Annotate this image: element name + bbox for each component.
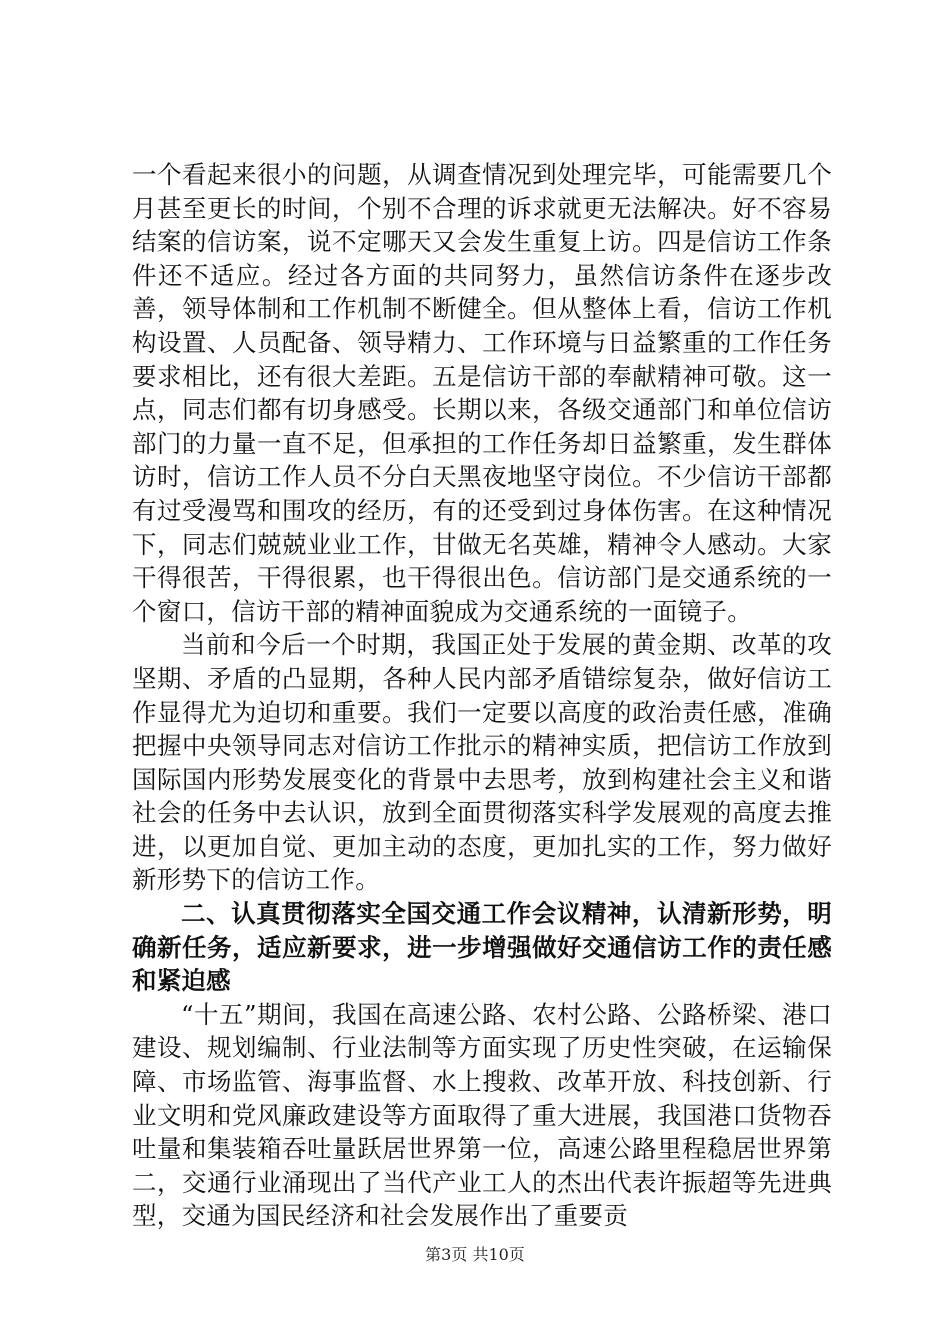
paragraph-fifteenth-plan: “十五”期间，我国在高速公路、农村公路、公路桥梁、港口建设、规划编制、行业法制等方面实现了历史性突破，在运输保障、市场监管、海事监督、水上搜救、改革开放、科技创新、行业文明和党风廉政建设等方面取得了重大进展，我国港口货物吞吐量和集装箱吞吐量跃居世界第一位，高速公路里程稳居世界第二，交通行业涌现出了当代产业工人的杰出代表许振超等先进典型，交通为国民经济和社会发展作出了重要贡 <box>132 999 832 1231</box>
document-body <box>132 158 832 1233</box>
section-heading-two: 二、认真贯彻落实全国交通工作会议精神，认清新形势，明确新任务，适应新要求，进一步增强做好交通信访工作的责任感和紧迫感 <box>132 899 832 996</box>
paragraph-continued: 一个看起来很小的问题，从调查情况到处理完毕，可能需要几个月甚至更长的时间，个别不合理的诉求就更无法解决。好不容易结案的信访案，说不定哪天又会发生重复上访。四是信访工作条件还不适应。经过各方面的共同努力，虽然信访条件在逐步改善，领导体制和工作机制不断健全。但从整体上看，信访工作机构设置、人员配备、领导精力、工作环境与日益繁重的工作任务要求相比，还有很大差距。五是信访干部的奉献精神可敬。这一点，同志们都有切身感受。长期以来，各级交通部门和单位信访部门的力量一直不足，但承担的工作任务却日益繁重，发生群体访时，信访工作人员不分白天黑夜地坚守岗位。不少信访干部都有过受漫骂和围攻的经历，有的还受到过身体伤害。在这种情况下，同志们兢兢业业工作，甘做无名英雄，精神令人感动。大家干得很苦，干得很累，也干得很出色。信访部门是交通系统的一个窗口，信访干部的精神面貌成为交通系统的一面镜子。 <box>132 160 832 626</box>
paragraph-current-period: 当前和今后一个时期，我国正处于发展的黄金期、改革的攻坚期、矛盾的凸显期，各种人民内部矛盾错综复杂，做好信访工作显得尤为迫切和重要。我们一定要以高度的政治责任感，准确把握中央领导同志对信访工作批示的精神实质，把信访工作放到国际国内形势发展变化的背景中去思考，放到构建社会主义和谐社会的任务中去认识，放到全面贯彻落实科学发展观的高度去推进，以更加自觉、更加主动的态度，更加扎实的工作，努力做好新形势下的信访工作。 <box>132 630 832 895</box>
page-number-footer: 第3页 共10页 <box>425 1245 525 1264</box>
